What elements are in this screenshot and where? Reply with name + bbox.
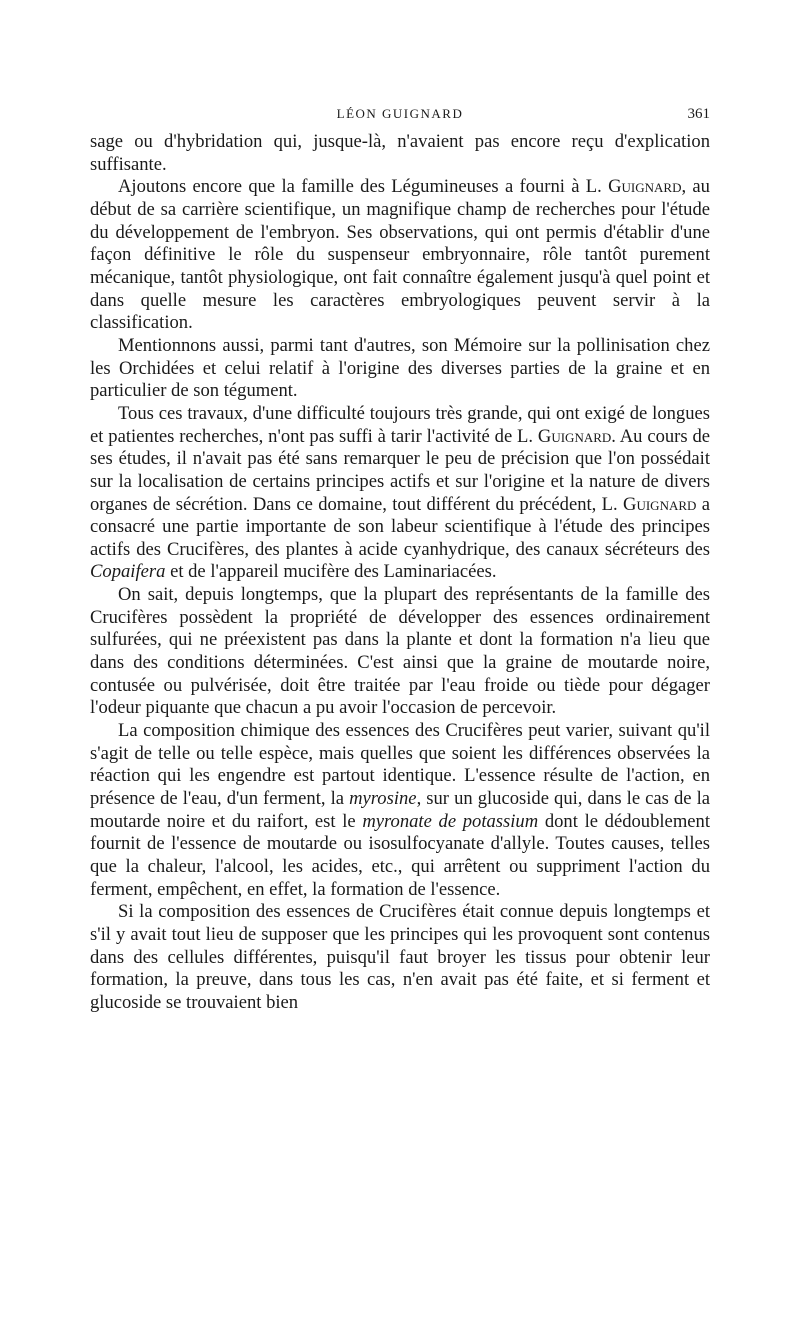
running-title: LÉON GUIGNARD — [336, 106, 464, 121]
author-name: Guignard — [608, 176, 682, 198]
paragraph-1 — [90, 131, 710, 176]
page-number: 361 — [687, 106, 710, 122]
text-run: dont le dédoublement fournit de l'essence de moutarde ou isosulfocyanate d'allyle. Toutes causes, telles que la chaleur, l'alcool, les acides, etc., qui arrêtent ou suppriment l'action du ferment, empêchent, en effet, la formation de l'essence. — [90, 810, 710, 900]
book-page — [90, 103, 710, 1015]
text-run: La composition chimique des essences des Crucifères peut varier, suivant qu'il s'agit de telle ou telle espèce, mais quelles que soient les différences observées la réaction qui les engendre est partout identique. L'essence résulte de l'action, en présence de l'eau, d'un ferment, la — [90, 720, 710, 810]
paragraph-5 — [90, 584, 710, 720]
paragraph-6 — [90, 720, 710, 901]
author-name: Guignard — [623, 493, 697, 515]
italic-term: Copaifera — [90, 561, 166, 583]
paragraph-2 — [90, 176, 710, 335]
body-text — [90, 131, 710, 1015]
text-run: . Au cours de ses études, il n'avait pas été sans remarquer le peu de précision que l'on possédait sur la localisation de certains principes actifs et sur l'origine et la nature de divers organes de sécrétion. Dans ce domaine, tout différent du précédent, L. — [90, 425, 710, 515]
paragraph-3 — [90, 335, 710, 403]
text-run: sage ou d'hybridation qui, jusque-là, n'avaient pas encore reçu d'explication suffisante. — [90, 131, 710, 175]
italic-term: myronate de potassium — [362, 810, 539, 832]
paragraph-4 — [90, 403, 710, 584]
text-run: Si la composition des essences de Crucifères était connue depuis longtemps et s'il y avait tout lieu de supposer que les principes qui les provoquent sont contenus dans des cellules différentes, puisqu'il faut broyer les tissus pour obtenir leur formation, la preuve, dans tous les cas, n'en avait pas été faite, et si ferment et glucoside se trouvaient bien — [90, 901, 710, 1013]
text-run: , sur un glucoside qui, dans le cas de la moutarde noire et du raifort, est le — [90, 788, 710, 832]
text-run: On sait, depuis longtemps, que la plupart des représentants de la famille des Crucifères possèdent la propriété de développer des essences ordinairement sulfurées, qui ne préexistent pas dans la plante et dont la formation n'a lieu que dans des conditions déterminées. C'est ainsi que la graine de moutarde noire, contusée ou pulvérisée, doit être traitée par l'eau froide ou tiède pour dégager l'odeur piquante que chacun a pu avoir l'occasion de percevoir. — [90, 584, 710, 719]
text-run: Tous ces travaux, d'une difficulté toujours très grande, qui ont exigé de longues et patientes recherches, n'ont pas suffi à tarir l'activité de L. — [90, 402, 710, 447]
italic-term: myrosine — [349, 788, 417, 810]
text-run: a consacré une partie importante de son labeur scientifique à l'étude des principes actifs des Crucifères, des plantes à acide cyanhydrique, des canaux sécréteurs des — [90, 493, 710, 560]
running-head — [90, 103, 710, 131]
text-run: , au début de sa carrière scientifique, un magnifique champ de recherches pour l'étude du développement de l'embryon. Ses observations, qui ont permis d'établir d'une façon définitive le rôle du suspenseur embryonnaire, rôle tantôt purement mécanique, tantôt physiologique, ont fait connaître également jusqu'à quel point et dans quelle mesure les caractères embryologiques peuvent servir à la classification. — [90, 176, 710, 334]
text-run: Ajoutons encore que la famille des Légumineuses a fourni à L. — [118, 176, 609, 198]
author-name: Guignard — [537, 425, 612, 447]
text-run: Mentionnons aussi, parmi tant d'autres, son Mémoire sur la pollinisation chez les Orchidées et celui relatif à l'origine des diverses parties de la graine et en particulier de son tégument. — [90, 334, 710, 402]
text-run: et de l'appareil mucifère des Laminariacées. — [165, 561, 497, 583]
paragraph-7 — [90, 901, 710, 1014]
